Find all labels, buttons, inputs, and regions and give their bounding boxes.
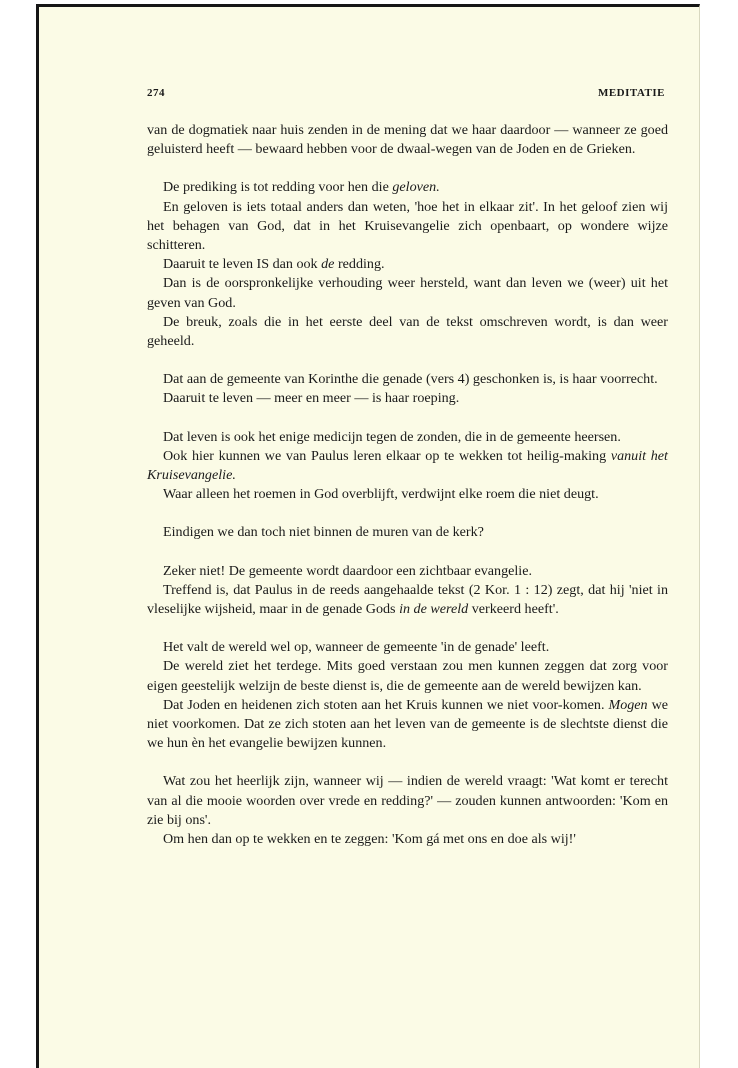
text-run: Het valt de wereld wel op, wanneer de gemeente 'in de genade' leeft. <box>163 639 550 656</box>
paragraph <box>147 485 668 504</box>
paragraph <box>147 562 668 581</box>
text-run: De breuk, zoals die in het eerste deel van de tekst omschreven wordt, is dan weer geheeld. <box>147 313 668 350</box>
text-run: En geloven is iets totaal anders dan weten, 'hoe het in elkaar zit'. In het geloof zien wij het behagen van God, dat in het Kruisevangelie zich openbaart, op wondere wijze schitteren. <box>147 198 668 254</box>
text-run: Waar alleen het roemen in God overblijft, verdwijnt elke roem die niet deugt. <box>163 486 599 503</box>
text-run: Treffend is, dat Paulus in de reeds aangehaalde tekst (2 Kor. 1 : 12) zegt, dat hij 'niet in vleselijke wijsheid, maar in de genade Gods <box>147 581 668 618</box>
paragraph <box>147 389 668 408</box>
paragraph <box>147 447 668 485</box>
text-run: Wat zou het heerlijk zijn, wanneer wij — indien de wereld vraagt: 'Wat komt er terecht van al die mooie woorden over vrede en redding?' — zouden kunnen antwoorden: 'Kom en zie bij ons'. <box>147 773 668 828</box>
body-text <box>147 121 668 849</box>
paragraph <box>147 657 668 695</box>
paragraph <box>147 178 668 197</box>
text-run: Zeker niet! De gemeente wordt daardoor een zichtbaar evangelie. <box>163 562 532 579</box>
paragraph <box>147 772 668 830</box>
paragraph <box>147 370 668 389</box>
paragraph <box>147 274 668 312</box>
italic-run: vanuit het Kruisevangelie. <box>147 447 668 484</box>
text-run: we niet voorkomen. Dat ze zich stoten aan het leven van de gemeente is de slechtste dienst die we hun èn het evangelie bewijzen kunnen. <box>147 696 668 752</box>
italic-run: Mogen <box>608 696 648 713</box>
running-header <box>147 87 665 99</box>
text-run: Om hen dan op te wekken en te zeggen: 'Kom gá met ons en doe als wij!' <box>163 831 576 848</box>
text-run: van de dogmatiek naar huis zenden in de mening dat we haar daardoor — wanneer ze goed geluisterd heeft — bewaard hebben voor de dwaal-wegen van de Joden en de Grieken. <box>147 122 668 158</box>
paragraph <box>147 638 668 657</box>
text-run: Daaruit te leven IS dan ook <box>163 256 322 273</box>
running-title: MEDITATIE <box>597 87 665 99</box>
paragraph <box>147 830 668 849</box>
italic-run: in de wereld <box>399 601 469 618</box>
paragraph <box>147 121 668 159</box>
text-run: De prediking is tot redding voor hen die <box>163 179 393 196</box>
text-run: Dat leven is ook het enige medicijn tegen de zonden, die in de gemeente heersen. <box>163 428 621 445</box>
paragraph <box>147 198 668 256</box>
page-number: 274 <box>147 87 165 99</box>
text-run: Dat aan de gemeente van Korinthe die genade (vers 4) geschonken is, is haar voorrecht. <box>163 371 658 388</box>
text-run: redding. <box>334 256 385 273</box>
paragraph <box>147 428 668 447</box>
paragraph <box>147 313 668 351</box>
italic-run: de <box>321 256 335 273</box>
italic-run: geloven. <box>392 179 440 196</box>
text-run: Daaruit te leven — meer en meer — is haar roeping. <box>163 390 460 407</box>
text-run: Ook hier kunnen we van Paulus leren elkaar op te wekken tot heilig-making <box>163 447 611 464</box>
paragraph <box>147 581 668 619</box>
text-run: Dat Joden en heidenen zich stoten aan het Kruis kunnen we niet voor-komen. <box>163 696 609 713</box>
text-run: Dan is de oorspronkelijke verhouding weer hersteld, want dan leven we (weer) uit het geven van God. <box>147 275 668 311</box>
text-run: De wereld ziet het terdege. Mits goed verstaan zou men kunnen zeggen dat zorg voor eigen geestelijk welzijn de beste dienst is, die de gemeente aan de wereld bewijzen kan. <box>147 658 668 694</box>
book-page <box>36 4 700 1068</box>
text-run: verkeerd heeft'. <box>468 601 559 618</box>
text-run: Eindigen we dan toch niet binnen de muren van de kerk? <box>163 524 484 541</box>
paragraph <box>147 523 668 542</box>
paragraph <box>147 696 668 754</box>
paragraph <box>147 255 668 274</box>
